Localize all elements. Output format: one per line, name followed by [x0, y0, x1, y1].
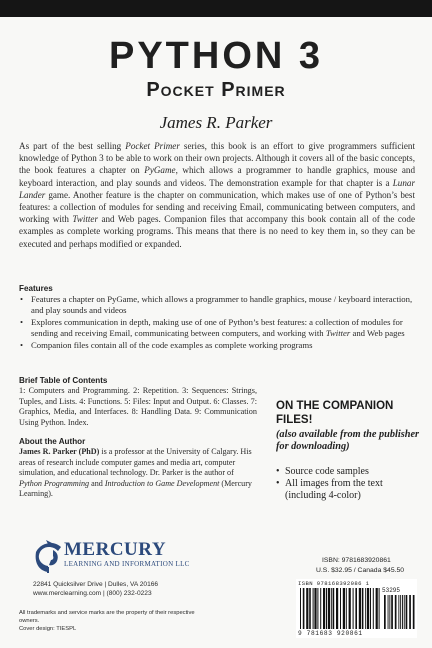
- barcode-bar: [323, 588, 325, 629]
- price-label: U.S. $32.95 / Canada $45.50: [316, 567, 405, 574]
- about-text: James R. Parker (PhD) is a professor at the University of Calgary. His areas of research include computer games and media art, computer simulation, and educational technology. Dr. Parker is the author of Python Programming and Introduction to Game Development (Mercury Learning).: [19, 447, 252, 499]
- feature-text: Companion files contain all of the code examples as complete working programs: [31, 339, 313, 350]
- isbn-label: ISBN: 9781683920861: [322, 557, 391, 564]
- barcode-bar: [398, 595, 399, 629]
- barcode-bar: [391, 595, 393, 629]
- features-list: [19, 294, 415, 351]
- barcode-bar: [353, 588, 354, 629]
- book-author: James R. Parker: [159, 113, 273, 132]
- barcode-bar: [400, 595, 401, 629]
- bullet-icon: •: [20, 339, 24, 350]
- barcode-bar: [370, 588, 371, 629]
- barcode-bar: [379, 588, 380, 629]
- barcode-bar: [306, 588, 308, 629]
- barcode-bar: [359, 588, 361, 629]
- cover-design-credit: Cover design: TIESPL: [19, 625, 77, 632]
- bullet-icon: •: [20, 294, 24, 304]
- about-heading: About the Author: [19, 437, 86, 446]
- barcode-price-code: 53295: [382, 587, 401, 594]
- barcode-bar: [413, 595, 415, 629]
- companion-subheading: (also available from the publisher for downloading): [276, 429, 420, 452]
- barcode-digits: 9 781683 920861: [298, 630, 363, 637]
- companion-list: [276, 466, 426, 501]
- toc-text: 1: Computers and Programming. 2: Repetition. 3: Sequences: Strings, Tuples, and Lists. 4: Functions. 5: Files: Input and Output. 6: Classes. 7: Graphics, Media, and Interfaces. 8: Handling Data. 9: Communication Using Python. Index.: [19, 386, 257, 427]
- barcode-bar: [362, 588, 364, 629]
- barcode-bar: [406, 595, 408, 629]
- barcode-bar: [331, 588, 332, 629]
- barcode-bar: [404, 595, 405, 629]
- book-subtitle: Pocket Primer: [146, 79, 286, 101]
- feature-text: Features a chapter on PyGame, which allows a programmer to handle graphics, mouse / keyboard interaction, and play sounds and videos: [31, 294, 413, 316]
- feature-text: Explores communication in depth, making use of one of Python’s best features: a collection of modules for sending and receiving Email, communicating between computers, and working with Twitter and Web pages: [31, 316, 405, 339]
- barcode-bar: [367, 588, 369, 629]
- barcode-bar: [395, 595, 397, 629]
- barcode-bar: [320, 588, 321, 629]
- publisher-web: www.merclearning.com | (800) 232-0223: [33, 589, 152, 597]
- legal-block: [19, 610, 209, 633]
- feature-item: [19, 294, 415, 317]
- barcode-bar: [303, 588, 305, 629]
- barcode-bar: [349, 588, 351, 629]
- publisher-address: 22841 Quicksilver Drive | Dulles, VA 20166: [33, 581, 159, 588]
- bullet-icon: •: [20, 316, 24, 327]
- barcode-bar: [409, 595, 411, 629]
- barcode-bar: [402, 595, 403, 629]
- barcode-bar: [326, 588, 327, 629]
- barcode-bar: [384, 595, 386, 629]
- feature-item: [19, 317, 415, 340]
- companion-item: [276, 478, 426, 502]
- features-heading: Features: [19, 284, 53, 293]
- barcode-bar: [365, 588, 366, 629]
- barcode-isbn-text: ISBN 978168392086 1: [298, 580, 370, 587]
- barcode-bar: [355, 588, 357, 629]
- top-band: [0, 0, 432, 17]
- book-title: PYTHON 3: [108, 35, 324, 77]
- toc-heading: Brief Table of Contents: [19, 376, 108, 385]
- barcode-bar: [317, 588, 318, 629]
- publisher-name: MERCURY: [64, 539, 167, 560]
- barcode-bar: [309, 588, 311, 629]
- barcode-bar: [340, 588, 341, 629]
- book-description: As part of the best selling Pocket Primer series, this book is an effort to give programmers sufficient knowledge of Python 3 to be able to work on their own projects. Although it covers all of the basic concepts, the book features a chapter on PyGame, which allows a programmer to handle graphics, mouse and keyboard interaction, and play sounds and videos. The demonstration example for that chapter is a Lunar Lander game. Another feature is the chapter on communication, which makes use of one of Python’s best features: a collection of modules for sending and receiving Email, communicating between computers, and working with Twitter and Web pages. Companion files that accompany this book contain all of the code examples as complete working programs. This means that there is no need to key them in, so they can be executed and perhaps modified or expanded.: [19, 141, 416, 249]
- barcode-bar: [314, 588, 316, 629]
- publisher-tagline: LEARNING AND INFORMATION LLC: [64, 560, 190, 568]
- publisher-address-block: [33, 581, 158, 599]
- barcode-bar: [389, 595, 390, 629]
- barcode-bar: [313, 588, 314, 629]
- barcode-bar: [328, 588, 330, 629]
- barcode-bar: [300, 588, 301, 629]
- barcode-bar: [376, 588, 378, 629]
- barcode-bar: [388, 595, 389, 629]
- barcode-bar: [333, 588, 335, 629]
- barcode-bar: [343, 588, 345, 629]
- companion-item: [276, 466, 426, 478]
- bullet-icon: •: [276, 466, 280, 477]
- barcode-bar: [346, 588, 347, 629]
- bullet-icon: •: [276, 477, 280, 489]
- feature-item: [19, 340, 415, 351]
- companion-heading: ON THE COMPANION FILES!: [276, 400, 394, 426]
- barcode-bar: [336, 588, 338, 629]
- trademark-notice: All trademarks and service marks are the property of their respective owners.: [19, 610, 195, 624]
- barcode-bar: [373, 588, 374, 629]
- barcode: [296, 579, 417, 638]
- companion-item-text: Source code samples: [285, 466, 369, 477]
- companion-item-text: All images from the text (including 4-color): [285, 477, 383, 501]
